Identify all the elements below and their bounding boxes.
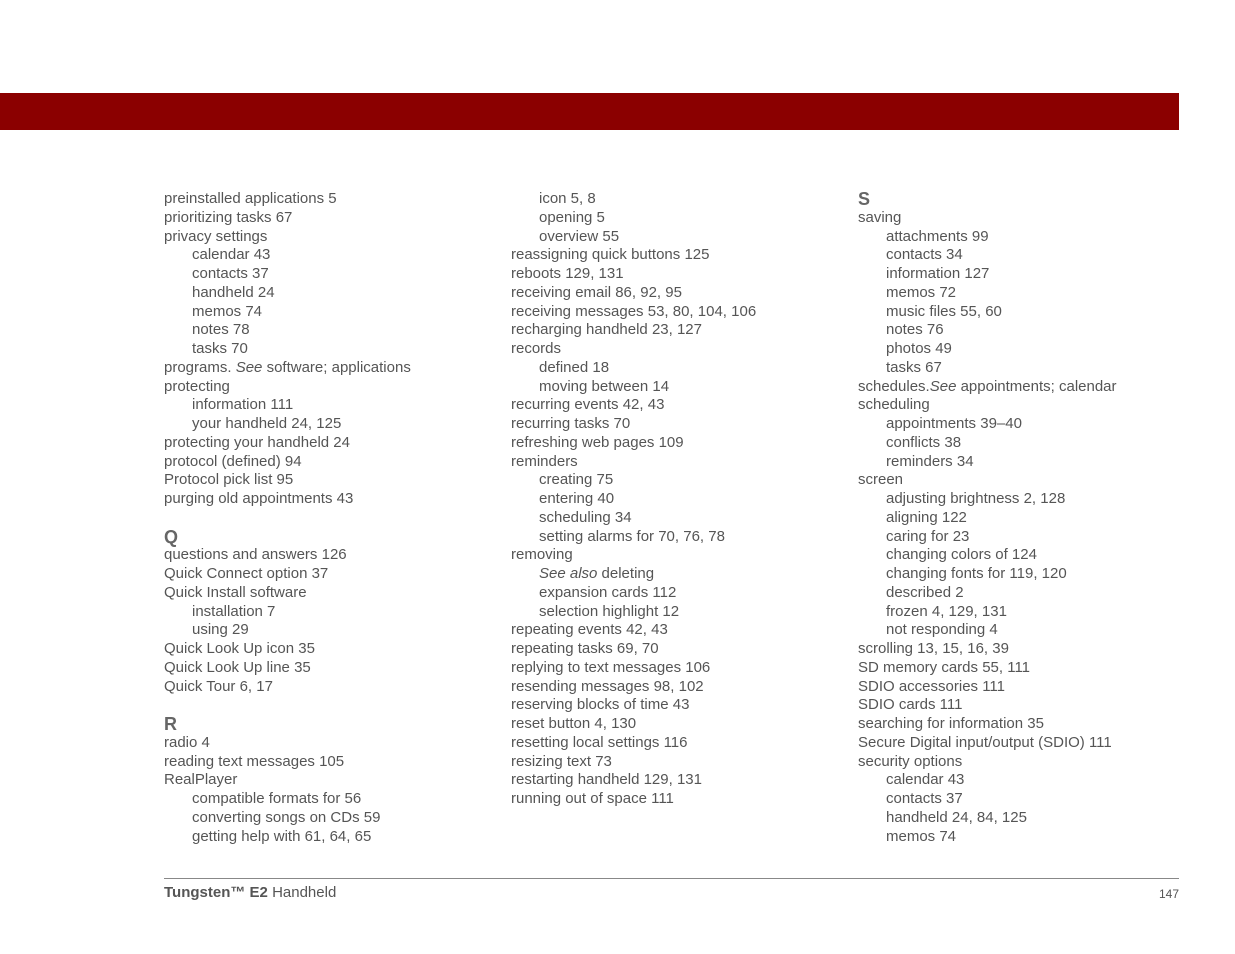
index-subentry: [511, 209, 841, 228]
index-entry: [858, 640, 1188, 659]
index-entry: [164, 659, 494, 678]
entry-text: contacts 37: [886, 790, 963, 807]
entry-text: SDIO cards 111: [858, 696, 963, 714]
index-subentry: [858, 828, 1188, 847]
entry-text: Quick Tour 6, 17: [164, 677, 273, 695]
index-subentry: [858, 809, 1188, 828]
index-entry: [511, 696, 841, 715]
entry-text: selection highlight 12: [539, 602, 680, 620]
entry-text: deleting: [597, 565, 655, 582]
index-entry: [164, 434, 494, 453]
index-subentry: [164, 415, 494, 434]
index-entry: [164, 209, 494, 228]
footer-title: [164, 884, 336, 901]
index-subentry: [164, 396, 494, 415]
index-subentry: [164, 246, 494, 265]
entry-text: appointments 39–40: [886, 415, 1022, 432]
index-entry: [511, 340, 841, 359]
entry-text: RealPlayer: [164, 771, 238, 789]
entry-text: tasks 70: [192, 340, 248, 357]
index-subentry: [164, 809, 494, 828]
entry-text: memos 74: [192, 302, 263, 320]
index-subentry: [858, 265, 1188, 284]
entry-text: prioritizing tasks 67: [164, 208, 293, 226]
entry-text: attachments 99: [886, 227, 989, 245]
entry-text: searching for information 35: [858, 715, 1044, 732]
entry-text: receiving messages 53, 80, 104, 106: [511, 302, 757, 320]
index-subentry: [511, 565, 841, 584]
entry-text: installation 7: [192, 602, 276, 620]
index-entry: [858, 715, 1188, 734]
index-subentry: [858, 490, 1188, 509]
section-spacer: [164, 509, 494, 528]
index-entry: [164, 190, 494, 209]
index-entry: [511, 621, 841, 640]
entry-text: setting alarms for 70, 76, 78: [539, 527, 725, 545]
index-entry: [511, 284, 841, 303]
entry-text: defined 18: [539, 358, 610, 376]
index-entry: [511, 640, 841, 659]
index-entry: [164, 734, 494, 753]
entry-text: notes 78: [192, 321, 250, 339]
entry-text: described 2: [886, 583, 964, 601]
index-subentry: [858, 509, 1188, 528]
index-subentry: [858, 228, 1188, 247]
see-reference: See: [235, 358, 263, 376]
index-entry: [511, 715, 841, 734]
entry-text: scheduling: [858, 396, 930, 414]
index-subentry: [164, 303, 494, 322]
entry-text: changing fonts for 119, 120: [886, 565, 1067, 582]
entry-text: music files 55, 60: [886, 302, 1002, 320]
index-entry: [858, 396, 1188, 415]
index-entry: [164, 490, 494, 509]
entry-text: repeating tasks 69, 70: [511, 640, 659, 657]
index-entry: [164, 640, 494, 659]
entry-text: appointments; calendar: [956, 377, 1117, 395]
index-entry: [511, 453, 841, 472]
entry-text: moving between 14: [539, 377, 670, 395]
index-subentry: [858, 415, 1188, 434]
entry-text: conflicts 38: [886, 433, 962, 451]
index-entry: [511, 678, 841, 697]
entry-text: reset button 4, 130: [511, 715, 637, 732]
entry-text: records: [511, 340, 562, 357]
entry-text: Quick Connect option 37: [164, 565, 329, 582]
entry-text: protocol (defined) 94: [164, 452, 302, 470]
index-entry: [511, 546, 841, 565]
entry-text: getting help with 61, 64, 65: [192, 827, 372, 845]
entry-text: replying to text messages 106: [511, 658, 711, 676]
entry-text: calendar 43: [886, 771, 965, 789]
index-entry: [164, 771, 494, 790]
entry-text: security options: [858, 752, 963, 770]
header-banner: [0, 93, 1179, 130]
entry-text: scrolling 13, 15, 16, 39: [858, 640, 1009, 657]
entry-text: protecting: [164, 377, 230, 395]
footer-product-name: Tungsten™ E2: [164, 884, 268, 901]
index-entry: [164, 565, 494, 584]
entry-text: memos 74: [886, 827, 957, 845]
entry-text: Protocol pick list 95: [164, 471, 294, 489]
entry-text: recurring events 42, 43: [511, 396, 665, 414]
entry-text: reserving blocks of time 43: [511, 696, 690, 714]
index-entry: [164, 753, 494, 772]
entry-text: your handheld 24, 125: [192, 415, 342, 432]
index-column-3: [858, 190, 1188, 846]
index-entry: [858, 378, 1188, 397]
footer-divider: [164, 878, 1179, 879]
index-entry: [511, 415, 841, 434]
entry-text: expansion cards 112: [539, 583, 677, 601]
footer-product-suffix: Handheld: [267, 884, 337, 901]
index-entry: [164, 228, 494, 247]
see-reference: See also: [539, 565, 598, 582]
entry-text: restarting handheld 129, 131: [511, 771, 702, 789]
entry-text: Secure Digital input/output (SDIO) 111: [858, 733, 1112, 751]
entry-text: reassigning quick buttons 125: [511, 246, 710, 264]
entry-text: Quick Look Up icon 35: [164, 640, 315, 657]
entry-text: aligning 122: [886, 508, 967, 526]
entry-text: reminders: [511, 452, 578, 470]
index-subentry: [164, 828, 494, 847]
entry-text: Quick Look Up line 35: [164, 658, 311, 676]
entry-text: tasks 67: [886, 358, 942, 376]
index-subentry: [858, 284, 1188, 303]
index-subentry: [164, 321, 494, 340]
see-reference: See: [929, 377, 957, 395]
entry-text: converting songs on CDs 59: [192, 808, 381, 826]
entry-text: handheld 24, 84, 125: [886, 808, 1027, 826]
index-subentry: [511, 378, 841, 397]
entry-text: removing: [511, 546, 573, 564]
index-subentry: [858, 603, 1188, 622]
entry-prefix: programs.: [164, 358, 236, 376]
index-subentry: [511, 584, 841, 603]
index-entry: [858, 696, 1188, 715]
index-entry: [511, 771, 841, 790]
index-entry: [164, 471, 494, 490]
entry-text: overview 55: [539, 227, 620, 245]
entry-text: not responding 4: [886, 621, 998, 639]
index-subentry: [858, 584, 1188, 603]
index-section-letter: Q: [164, 526, 179, 547]
index-entry: [511, 734, 841, 753]
index-subentry: [511, 228, 841, 247]
index-subentry: [858, 340, 1188, 359]
entry-text: resizing text 73: [511, 752, 612, 770]
index-subentry: [511, 509, 841, 528]
index-entry: [511, 659, 841, 678]
index-subentry: [858, 565, 1188, 584]
entry-text: software; applications: [262, 358, 411, 376]
entry-text: calendar 43: [192, 246, 271, 264]
entry-text: using 29: [192, 621, 249, 639]
index-subentry: [858, 790, 1188, 809]
entry-text: recharging handheld 23, 127: [511, 321, 702, 339]
index-entry: [511, 246, 841, 265]
index-entry: [511, 790, 841, 809]
entry-text: information 111: [192, 396, 294, 414]
entry-text: saving: [858, 208, 902, 226]
entry-text: SD memory cards 55, 111: [858, 658, 1031, 676]
index-entry: [164, 378, 494, 397]
index-entry: [858, 659, 1188, 678]
entry-text: reading text messages 105: [164, 752, 345, 770]
index-entry: [858, 209, 1188, 228]
index-subentry: [858, 528, 1188, 547]
index-subentry: [164, 284, 494, 303]
entry-text: resending messages 98, 102: [511, 677, 704, 695]
index-subentry: [858, 453, 1188, 472]
entry-text: reminders 34: [886, 452, 974, 470]
index-entry: [164, 678, 494, 697]
index-subentry: [858, 434, 1188, 453]
index-entry: [164, 359, 494, 378]
index-subentry: [164, 603, 494, 622]
entry-text: contacts 34: [886, 246, 963, 264]
entry-text: questions and answers 126: [164, 546, 347, 564]
index-subentry: [164, 265, 494, 284]
index-entry: [511, 321, 841, 340]
entry-text: purging old appointments 43: [164, 490, 354, 507]
index-column-2: [511, 190, 841, 809]
entry-text: notes 76: [886, 321, 944, 339]
index-column-1: [164, 190, 494, 846]
entry-text: scheduling 34: [539, 508, 632, 526]
index-subentry: [858, 303, 1188, 322]
index-subentry: [511, 490, 841, 509]
index-entry: [164, 584, 494, 603]
index-entry: [858, 678, 1188, 697]
index-subentry: [511, 190, 841, 209]
index-entry: [511, 434, 841, 453]
entry-text: radio 4: [164, 733, 210, 751]
index-section-letter: R: [164, 714, 177, 734]
entry-text: resetting local settings 116: [511, 733, 688, 751]
entry-text: changing colors of 124: [886, 546, 1037, 564]
entry-text: repeating events 42, 43: [511, 621, 668, 639]
index-entry: [858, 753, 1188, 772]
entry-text: compatible formats for 56: [192, 790, 362, 807]
page-number: 147: [1158, 887, 1179, 901]
index-subentry: [858, 246, 1188, 265]
index-entry: [511, 753, 841, 772]
entry-text: reboots 129, 131: [511, 265, 624, 282]
index-subentry: [858, 359, 1188, 378]
entry-text: preinstalled applications 5: [164, 190, 337, 207]
entry-prefix: schedules.: [858, 377, 930, 395]
index-subentry: [858, 321, 1188, 340]
index-entry: [511, 396, 841, 415]
index-subentry: [164, 621, 494, 640]
index-subentry: [164, 790, 494, 809]
index-subentry: [164, 340, 494, 359]
entry-text: recurring tasks 70: [511, 415, 631, 432]
index-subentry: [858, 621, 1188, 640]
index-entry: [858, 734, 1188, 753]
entry-text: opening 5: [539, 208, 605, 226]
section-spacer: [164, 696, 494, 715]
entry-text: caring for 23: [886, 527, 970, 545]
index-section-letter: S: [858, 189, 871, 209]
entry-text: Quick Install software: [164, 583, 307, 601]
index-subentry: [858, 546, 1188, 565]
index-subentry: [511, 528, 841, 547]
index-subentry: [511, 359, 841, 378]
index-subentry: [511, 603, 841, 622]
entry-text: SDIO accessories 111: [858, 677, 1006, 695]
index-subentry: [858, 771, 1188, 790]
index-entry: [858, 471, 1188, 490]
index-entry: [511, 303, 841, 322]
entry-text: protecting your handheld 24: [164, 433, 350, 451]
entry-text: icon 5, 8: [539, 190, 596, 207]
entry-text: photos 49: [886, 340, 952, 357]
entry-text: screen: [858, 471, 904, 489]
entry-text: memos 72: [886, 283, 957, 301]
entry-text: entering 40: [539, 490, 615, 507]
entry-text: contacts 37: [192, 265, 269, 282]
index-entry: [511, 265, 841, 284]
entry-text: information 127: [886, 265, 990, 282]
entry-text: refreshing web pages 109: [511, 433, 684, 451]
entry-text: privacy settings: [164, 227, 268, 245]
entry-text: receiving email 86, 92, 95: [511, 283, 682, 301]
index-entry: [164, 546, 494, 565]
entry-text: adjusting brightness 2, 128: [886, 490, 1066, 507]
index-subentry: [511, 471, 841, 490]
entry-text: creating 75: [539, 471, 614, 489]
entry-text: running out of space 111: [511, 790, 674, 807]
entry-text: handheld 24: [192, 283, 275, 301]
index-entry: [164, 453, 494, 472]
entry-text: frozen 4, 129, 131: [886, 602, 1007, 620]
